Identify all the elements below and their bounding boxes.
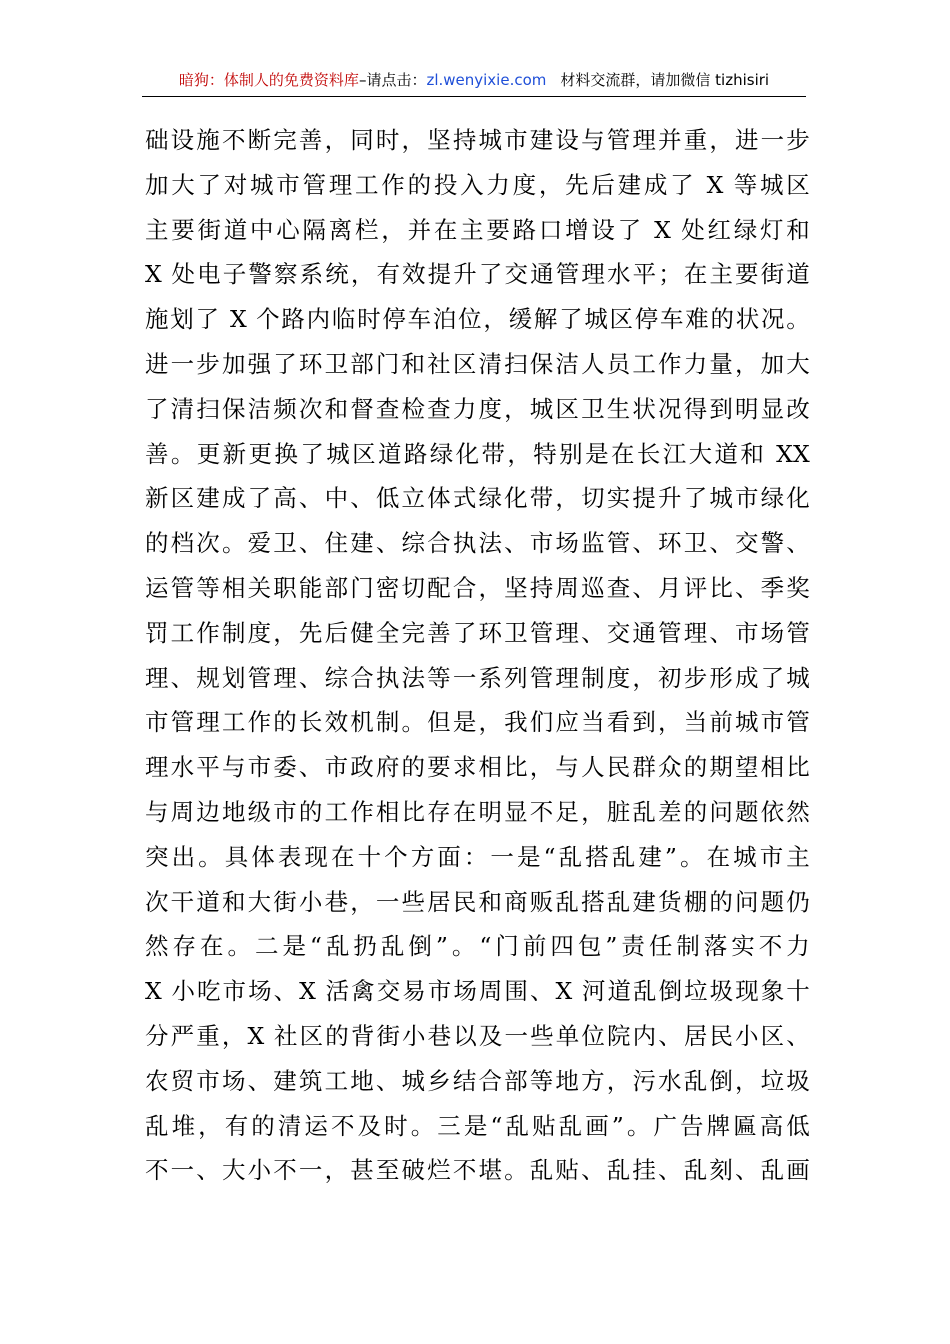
body-line: 主要街道中心隔离栏，并在主要路口增设了 X 处红绿灯和 xyxy=(145,215,810,244)
body-line: 理水平与市委、市政府的要求相比，与人民群众的期望相比 xyxy=(145,753,810,782)
body-line: 次干道和大街小巷，一些居民和商贩乱搭乱建货棚的问题仍 xyxy=(145,887,810,916)
body-line: 进一步加强了环卫部门和社区清扫保洁人员工作力量，加大 xyxy=(145,349,810,378)
body-line: X 小吃市场、X 活禽交易市场周围、X 河道乱倒垃圾现象十 xyxy=(145,977,810,1006)
body-line: 乱堆，有的清运不及时。三是“乱贴乱画”。广告牌匾高低 xyxy=(145,1111,810,1140)
body-line: 与周边地级市的工作相比存在明显不足，脏乱差的问题依然 xyxy=(145,797,810,826)
body-line: 罚工作制度，先后健全完善了环卫管理、交通管理、市场管 xyxy=(145,618,810,647)
body-line: X 处电子警察系统，有效提升了交通管理水平；在主要街道 xyxy=(145,260,810,289)
body-line: 分严重，X 社区的背街小巷以及一些单位院内、居民小区、 xyxy=(145,1021,810,1050)
body-line: 农贸市场、建筑工地、城乡结合部等地方，污水乱倒，垃圾 xyxy=(145,1066,810,1095)
body-line: 础设施不断完善，同时，坚持城市建设与管理并重，进一步 xyxy=(145,126,810,154)
header-wechat-note: 材料交流群，请加微信 tizhisiri xyxy=(560,71,770,89)
document-body xyxy=(145,118,810,1193)
body-line: 市管理工作的长效机制。但是，我们应当看到，当前城市管 xyxy=(145,708,810,737)
body-line: 新区建成了高、中、低立体式绿化带，切实提升了城市绿化 xyxy=(145,484,810,513)
body-line: 理、规划管理、综合执法等一系列管理制度，初步形成了城 xyxy=(145,663,810,692)
body-line: 施划了 X 个路内临时停车泊位，缓解了城区停车难的状况。 xyxy=(145,305,810,334)
header-brand: 暗狗：体制人的免费资料库 xyxy=(178,71,359,89)
body-line: 运管等相关职能部门密切配合，坚持周巡查、月评比、季奖 xyxy=(145,573,810,602)
header-link[interactable]: zl.wenyixie.com xyxy=(426,71,547,89)
body-line: 不一、大小不一，甚至破烂不堪。乱贴、乱挂、乱刻、乱画 xyxy=(145,1156,810,1185)
body-line: 的档次。爱卫、住建、综合执法、市场监管、环卫、交警、 xyxy=(145,529,810,558)
header-click-prompt: –请点击： xyxy=(358,71,427,89)
page-header xyxy=(142,66,806,97)
body-line: 了清扫保洁频次和督查检查力度，城区卫生状况得到明显改 xyxy=(145,394,810,423)
body-line: 加大了对城市管理工作的投入力度，先后建成了 X 等城区 xyxy=(145,170,810,199)
body-line: 然存在。二是“乱扔乱倒”。“门前四包”责任制落实不力 xyxy=(145,932,810,961)
body-line: 突出。具体表现在十个方面：一是“乱搭乱建”。在城市主 xyxy=(145,842,810,871)
body-line: 善。更新更换了城区道路绿化带，特别是在长江大道和 XX xyxy=(145,439,810,468)
